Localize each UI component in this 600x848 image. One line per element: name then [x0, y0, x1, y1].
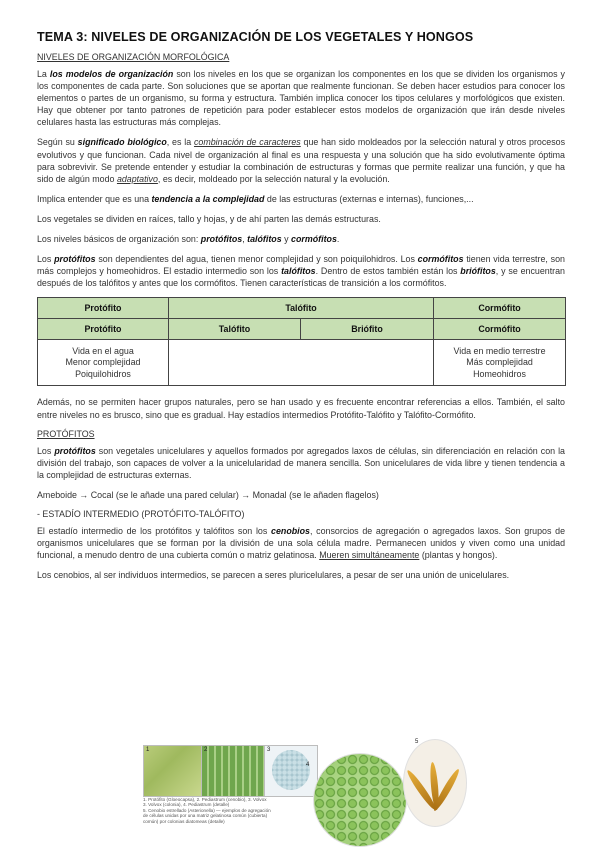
table-cell-cormofito	[434, 340, 566, 386]
emphasis-adaptativo: adaptativo	[116, 173, 158, 184]
text-run: Los niveles básicos de organización son:	[37, 234, 201, 245]
paragraph-significado	[37, 136, 565, 184]
paragraph-cenobios	[37, 525, 565, 561]
section-heading-protofitos: PROTÓFITOS	[37, 428, 95, 439]
table-header-cell: Cormófito	[434, 319, 566, 340]
paragraph-tendencia	[37, 193, 565, 205]
text-run: son los niveles en los que se organizan los componentes en los que se dividen los organismos y los componentes de cada parte. Son soluciones que se aportan que realmente funcionan. Se deben hacer estudios para conocer los elementos o partes de un organismo, su forma y estructura. También implica conocer los tipos celulares y morfológicos que existen. Hay que obtener por tanto patrones de repetición para poder establecer estos modelos de organización que irán desde niveles celulares hasta las estructuras más complejas.	[37, 69, 565, 128]
emphasis-cenobios: cenobios	[271, 525, 310, 536]
caption-line: 5. Cenobio estrellado (Asterionella) — ejemplos de agregación	[143, 807, 271, 813]
table-row	[38, 298, 566, 319]
cell-line: Poiquilohidros	[75, 368, 131, 379]
caption-line: 1. Protófito (Gloeocapsa), 2. Pediastrum (cenobio), 3. Volvox	[143, 797, 267, 802]
text-run: , consorcios de agregación o agregados laxos. Son grupos de organismos unicelulares que se forman por la división de una sola célula madre. Permanecen unidos y viven como una unidad funcional, a menudo dentro de una cubierta común o matriz gelatinosa.	[37, 525, 566, 561]
cell-line: Homeohidros	[473, 368, 526, 379]
figure-label: 4	[306, 762, 310, 768]
text-run: tienen vida terrestre, son más complejos y homeohidros. El estadio intermedio son los	[37, 254, 565, 277]
paragraph-grupos-naturales: Además, no se permiten hacer grupos naturales, pero se han usado y es frecuente encontrar referencias a ellos. También, el salto entre niveles no es brusco, sino que es gradual. Hay estadíos intermedios Protófito-Talófito y Talófito-Cormófito.	[37, 397, 565, 420]
paragraph-niveles-basicos	[37, 233, 565, 245]
table-header-cell: Cormófito	[434, 298, 566, 319]
text-run: Según su	[37, 137, 78, 148]
emphasis-briofitos: briófitos	[460, 266, 496, 277]
table-cell-protofito	[38, 340, 169, 386]
text-run: son dependientes del agua, tienen menor complejidad y son poiquilohidros. Los	[95, 254, 418, 265]
page	[37, 30, 565, 589]
figure-panel-4	[306, 753, 407, 847]
figure-label: 2	[204, 747, 208, 753]
table-cell-empty	[169, 340, 434, 386]
paragraph-ameboide: Ameboide → Cocal (se le añade una pared celular) → Monadal (se le añaden flagelos)	[37, 489, 379, 500]
text-run: Implica entender que es una	[37, 193, 152, 204]
emphasis-cormofitos: cormófitos	[291, 234, 337, 245]
text-run: son vegetales unicelulares y aquellos formados por agregados laxos de células, sin diferenciación en relación con la división del trabajo, son capaces de volver a la unicelularidad de manera sencilla. Son unicelulares de vida libre y tienen tendencia a la complejidad de estructuras externas.	[37, 445, 565, 480]
text-run: . Dentro de estos también están los	[315, 266, 461, 277]
emphasis-protofitos: protófitos	[200, 234, 243, 245]
paragraph-protofitos-dependientes	[37, 253, 565, 289]
organisms-figure	[143, 739, 463, 848]
text-run: .	[336, 234, 340, 245]
figure-caption	[143, 797, 311, 824]
text-run: y	[281, 234, 292, 245]
table-header-cell: Protófito	[38, 319, 169, 340]
caption-line: de células unidas por una matriz gelatinosa común (cubierta)	[143, 813, 268, 819]
section-heading-estadio: - ESTADÍO INTERMEDIO (PROTÓFITO-TALÓFITO)	[37, 508, 245, 519]
figure-label: 5	[415, 739, 419, 745]
text-run: que han sido moldeados por la selección natural y otros procesos evolutivos y que funcionan. Cada nivel de organización al final es una respuesta y una solución que ha sido evolutivamente óptima para sobrevivir. Se pretende entender y estudiar la combinación de estructuras y formas que permite realizar una función, y que ha sido de algún modo	[37, 137, 566, 184]
emphasis-tendencia: tendencia a la complejidad	[151, 193, 265, 204]
paragraph-vegetales: Los vegetales se dividen en raíces, tallo y hojas, y de ahí parten las demás estructuras.	[37, 213, 381, 224]
document-title: TEMA 3: NIVELES DE ORGANIZACIÓN DE LOS VEGETALES Y HONGOS	[37, 30, 474, 44]
text-run: , es la	[166, 137, 194, 148]
text-run: La	[37, 69, 50, 79]
text-run: , es decir, moldeado por la selección natural y la evolución.	[157, 173, 390, 184]
cell-line: Vida en medio terrestre	[453, 345, 546, 356]
emphasis-protofitos: protófitos	[54, 254, 96, 265]
table-header-cell: Talófito	[169, 319, 301, 340]
colony-sphere	[272, 750, 310, 790]
table-row	[38, 319, 566, 340]
table-header-cell: Protófito	[38, 298, 169, 319]
table-header-cell: Talófito	[169, 298, 434, 319]
figure-panel-1	[143, 745, 202, 797]
text-run: El estadío intermedio de los protófitos y talófitos son los	[37, 525, 272, 536]
cell-line: Más complejidad	[466, 357, 533, 368]
figure-label: 3	[267, 747, 271, 753]
figure-panel-2	[201, 745, 265, 797]
cell-line: Menor complejidad	[65, 357, 141, 368]
emphasis-cormofitos: cormófitos	[417, 254, 464, 265]
caption-line: 3. Volvox (colonia), 4. Pediastrum (detalle)	[143, 802, 230, 808]
emphasis-talofitos: talófitos	[281, 266, 316, 277]
figure-panel-3	[264, 745, 318, 797]
cell-line: Vida en el agua	[72, 345, 134, 356]
emphasis-modelos: los modelos de organización	[49, 69, 174, 79]
levels-table	[37, 297, 566, 386]
section-heading-niveles: NIVELES DE ORGANIZACIÓN MORFOLÓGICA	[37, 52, 230, 62]
paragraph-modelos	[37, 68, 565, 128]
paragraph-cenobios-intermedios: Los cenobios, al ser individuos intermedios, se parecen a seres pluricelulares, a pesar de ser una unión de unicelulares.	[37, 570, 510, 581]
text-run: (plantas y hongos).	[419, 550, 498, 561]
emphasis-combinacion: combinación de caracteres	[193, 137, 301, 148]
text-run: de las estructuras (externas e internas), funciones,...	[264, 193, 474, 204]
figure-panel-5	[403, 739, 467, 827]
text-run: Los	[37, 445, 55, 456]
table-row	[38, 340, 566, 386]
text-run: Los	[37, 254, 55, 265]
paragraph-protofitos-unicelulares	[37, 445, 565, 481]
table-header-cell: Briófito	[301, 319, 434, 340]
emphasis-mueren: Mueren simultáneamente	[319, 550, 420, 561]
emphasis-protofitos: protófitos	[54, 445, 96, 456]
text-run: , y se encuentran después de los talófitos y antes que los cormófitos. Tienen características de transición a los cormófitos.	[37, 266, 565, 289]
figure-label: 1	[146, 747, 150, 753]
emphasis-significado: significado biológico	[77, 137, 167, 148]
caption-line: común) por colonias diatomeas (detalle)	[143, 818, 225, 824]
text-run: ,	[242, 234, 248, 245]
emphasis-talofitos: talófitos	[247, 234, 282, 245]
